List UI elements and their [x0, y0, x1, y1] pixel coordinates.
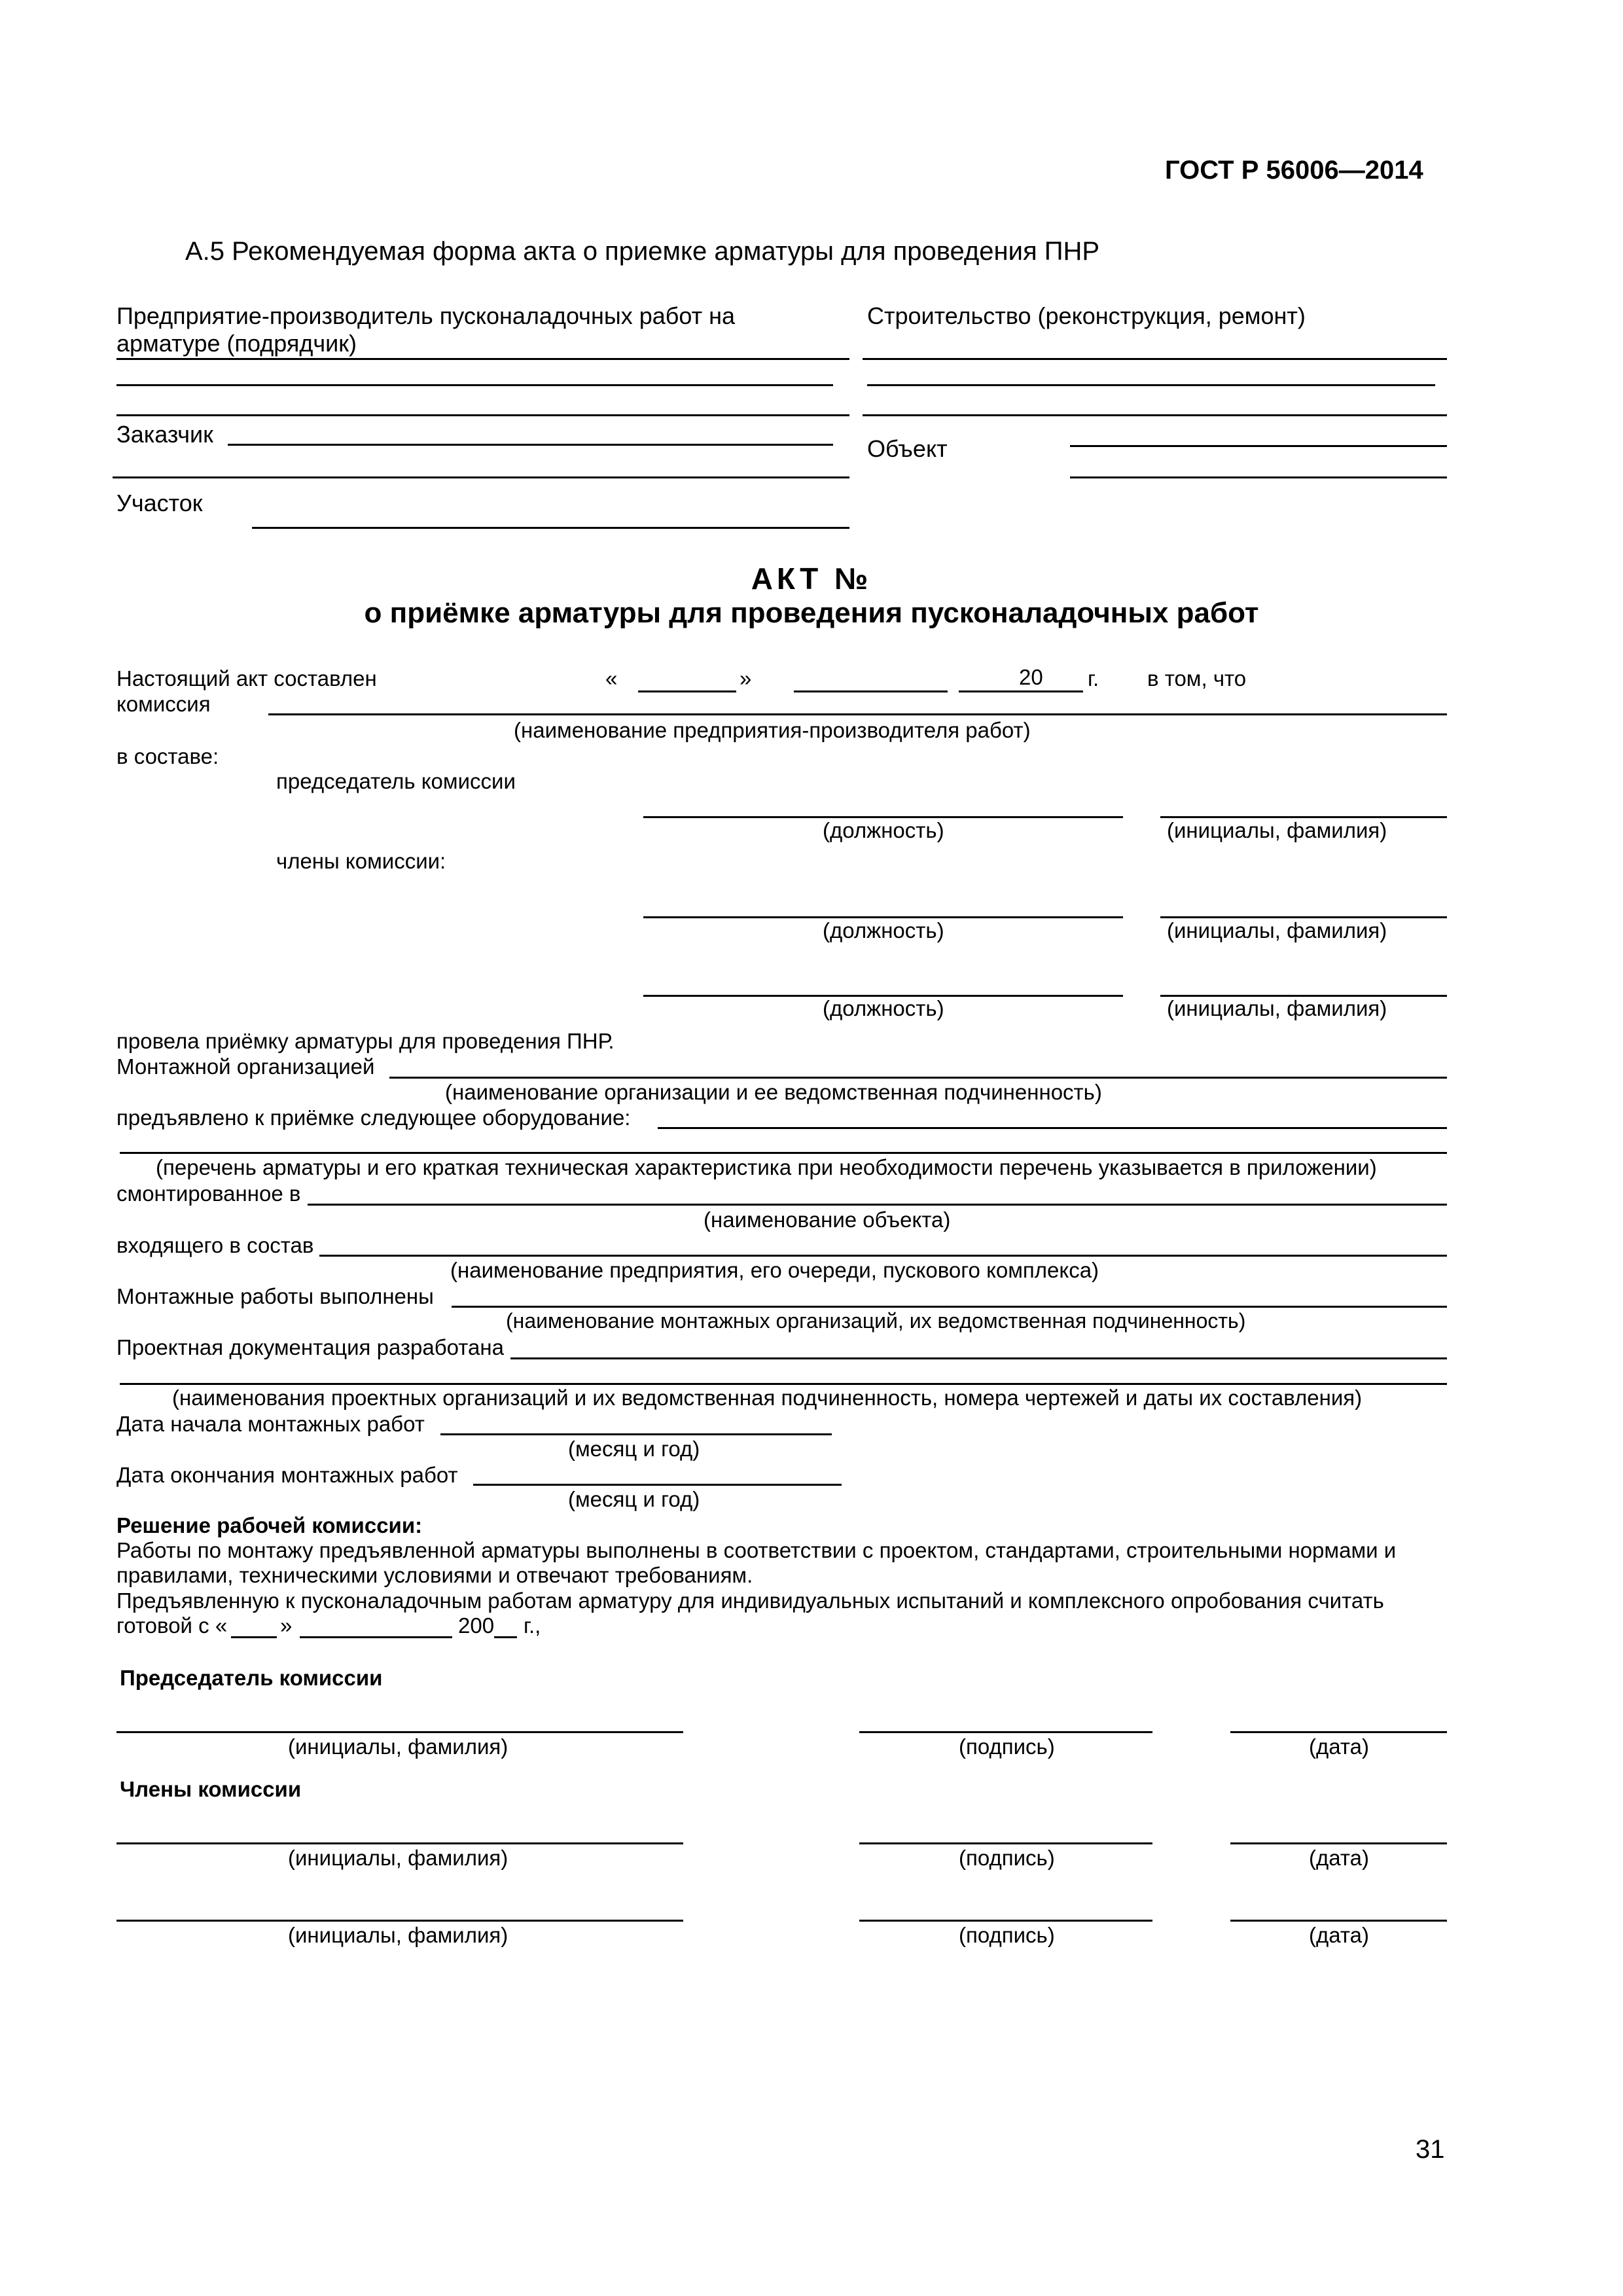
site-line[interactable] [252, 527, 849, 529]
end-month-year: (месяц и год) [568, 1487, 700, 1511]
page-number: 31 [1416, 2135, 1445, 2164]
performed-text: провела приёмку арматуры для проведения ПНР. [116, 1029, 615, 1053]
construction-line-2[interactable] [867, 384, 1435, 386]
sig-sign-caption-1: (подпись) [959, 1734, 1055, 1759]
mounted-line[interactable] [308, 1204, 1447, 1206]
position-caption-3: (должность) [823, 996, 944, 1020]
chairman-label: председатель комиссии [276, 769, 516, 793]
equipment-caption: (перечень арматуры и его краткая техническая характеристика при необходимости перечень указывается в приложении) [156, 1155, 1377, 1179]
decision-text-1a: Работы по монтажу предъявленной арматуры выполнены в соответствии с проектом, стандартами, строительными нормами и [116, 1538, 1397, 1562]
name-caption-3: (инициалы, фамилия) [1167, 996, 1387, 1020]
installer-label: Монтажной организацией [116, 1054, 375, 1079]
quote-close: » [740, 666, 752, 691]
sig-date-caption-2: (дата) [1309, 1846, 1369, 1870]
commission-label: комиссия [116, 692, 211, 716]
members-label: члены комиссии: [276, 849, 446, 873]
decision-text-1b: правилами, техническими условиями и отвечают требованиям. [116, 1563, 753, 1587]
commission-line[interactable] [268, 713, 1447, 715]
customer-line-2[interactable] [113, 476, 849, 478]
sig-chairman-sign-line[interactable] [859, 1731, 1152, 1733]
mounted-label: смонтированное в [116, 1181, 301, 1206]
intro-label: Настоящий акт составлен [116, 666, 377, 691]
enterprise-caption: (наименование предприятия, его очереди, пускового комплекса) [450, 1258, 1099, 1282]
sig-member1-name-line[interactable] [116, 1842, 683, 1844]
sig-name-caption-1: (инициалы, фамилия) [288, 1734, 508, 1759]
contractor-line-3[interactable] [116, 414, 849, 416]
object-label: Объект [867, 435, 948, 462]
site-label: Участок [116, 490, 203, 516]
sig-name-caption-3: (инициалы, фамилия) [288, 1923, 508, 1947]
month-field[interactable] [794, 691, 948, 692]
decision-heading: Решение рабочей комиссии: [116, 1513, 423, 1537]
standard-number: ГОСТ Р 56006—2014 [1165, 156, 1423, 185]
chairman-heading: Председатель комиссии [120, 1666, 383, 1690]
presented-line[interactable] [658, 1127, 1447, 1129]
customer-label: Заказчик [116, 421, 213, 448]
start-month-year: (месяц и год) [568, 1437, 700, 1461]
sig-member2-name-line[interactable] [116, 1920, 683, 1922]
object-caption: (наименование объекта) [704, 1208, 951, 1232]
ready-year-field[interactable] [494, 1636, 517, 1638]
object-line-1[interactable] [1070, 445, 1447, 447]
end-date-line[interactable] [473, 1484, 842, 1486]
sig-chairman-name-line[interactable] [116, 1731, 683, 1733]
sig-member2-date-line[interactable] [1230, 1920, 1447, 1922]
year-field[interactable] [959, 691, 1083, 692]
members-heading: Члены комиссии [120, 1777, 302, 1801]
sig-chairman-date-line[interactable] [1230, 1731, 1447, 1733]
end-date-label: Дата окончания монтажных работ [116, 1463, 458, 1487]
design-line-2[interactable] [120, 1383, 1447, 1385]
part-of-line[interactable] [319, 1255, 1447, 1257]
quote-open: « [605, 666, 618, 691]
sig-sign-caption-2: (подпись) [959, 1846, 1055, 1870]
year-suffix: г. [1088, 666, 1099, 691]
composition-label: в составе: [116, 744, 219, 768]
sig-date-caption-3: (дата) [1309, 1923, 1369, 1947]
that-text: в том, что [1147, 666, 1247, 691]
sig-date-caption-1: (дата) [1309, 1734, 1369, 1759]
position-caption-2: (должность) [823, 918, 944, 942]
day-field[interactable] [638, 691, 736, 692]
decision-text-2b-mid: » [280, 1613, 293, 1638]
name-caption-2: (инициалы, фамилия) [1167, 918, 1387, 942]
sig-name-caption-2: (инициалы, фамилия) [288, 1846, 508, 1870]
works-caption: (наименование монтажных организаций, их ведомственная подчиненность) [506, 1309, 1246, 1333]
sig-member2-sign-line[interactable] [859, 1920, 1152, 1922]
design-line[interactable] [510, 1357, 1447, 1359]
contractor-label: Предприятие-производитель пусконаладочных работ на арматуре (подрядчик) [116, 302, 735, 357]
construction-line-3[interactable] [863, 414, 1447, 416]
position-caption-1: (должность) [823, 818, 944, 842]
presented-label: предъявлено к приёмке следующее оборудование: [116, 1105, 631, 1130]
year-prefix: 20 [1019, 665, 1043, 689]
sig-member1-date-line[interactable] [1230, 1842, 1447, 1844]
installer-line[interactable] [389, 1077, 1447, 1079]
design-caption: (наименования проектных организаций и их ведомственная подчиненность, номера чертежей и даты их составления) [172, 1386, 1363, 1410]
name-caption-1: (инициалы, фамилия) [1167, 818, 1387, 842]
construction-line-1[interactable] [863, 358, 1447, 360]
installer-caption: (наименование организации и ее ведомственная подчиненность) [445, 1080, 1102, 1104]
object-line-2[interactable] [1070, 476, 1447, 478]
equipment-line[interactable] [120, 1152, 1447, 1154]
part-of-label: входящего в состав [116, 1233, 314, 1257]
construction-label: Строительство (реконструкция, ремонт) [867, 302, 1306, 329]
org-caption: (наименование предприятия-производителя работ) [514, 718, 1031, 742]
ready-month-field[interactable] [300, 1636, 452, 1638]
ready-day-field[interactable] [231, 1636, 277, 1638]
decision-text-2b-suffix: г., [524, 1613, 541, 1638]
sig-sign-caption-3: (подпись) [959, 1923, 1055, 1947]
design-label: Проектная документация разработана [116, 1335, 504, 1359]
start-date-label: Дата начала монтажных работ [116, 1412, 425, 1436]
sig-member1-sign-line[interactable] [859, 1842, 1152, 1844]
decision-year: 200 [458, 1613, 495, 1638]
section-title: А.5 Рекомендуемая форма акта о приемке арматуры для проведения ПНР [185, 237, 1100, 266]
contractor-line-2[interactable] [116, 384, 833, 386]
start-date-line[interactable] [440, 1433, 832, 1435]
decision-text-2a: Предъявленную к пусконаладочным работам арматуру для индивидуальных испытаний и комплексного опробования считать [116, 1588, 1384, 1613]
act-title: АКТ № [751, 562, 872, 596]
decision-text-2b-prefix: готовой с « [116, 1613, 228, 1638]
works-line[interactable] [452, 1306, 1447, 1308]
works-label: Монтажные работы выполнены [116, 1284, 434, 1308]
customer-line[interactable] [228, 444, 833, 446]
act-subtitle: о приёмке арматуры для проведения пусконаладочных работ [364, 597, 1259, 629]
contractor-line-1[interactable] [116, 358, 849, 360]
